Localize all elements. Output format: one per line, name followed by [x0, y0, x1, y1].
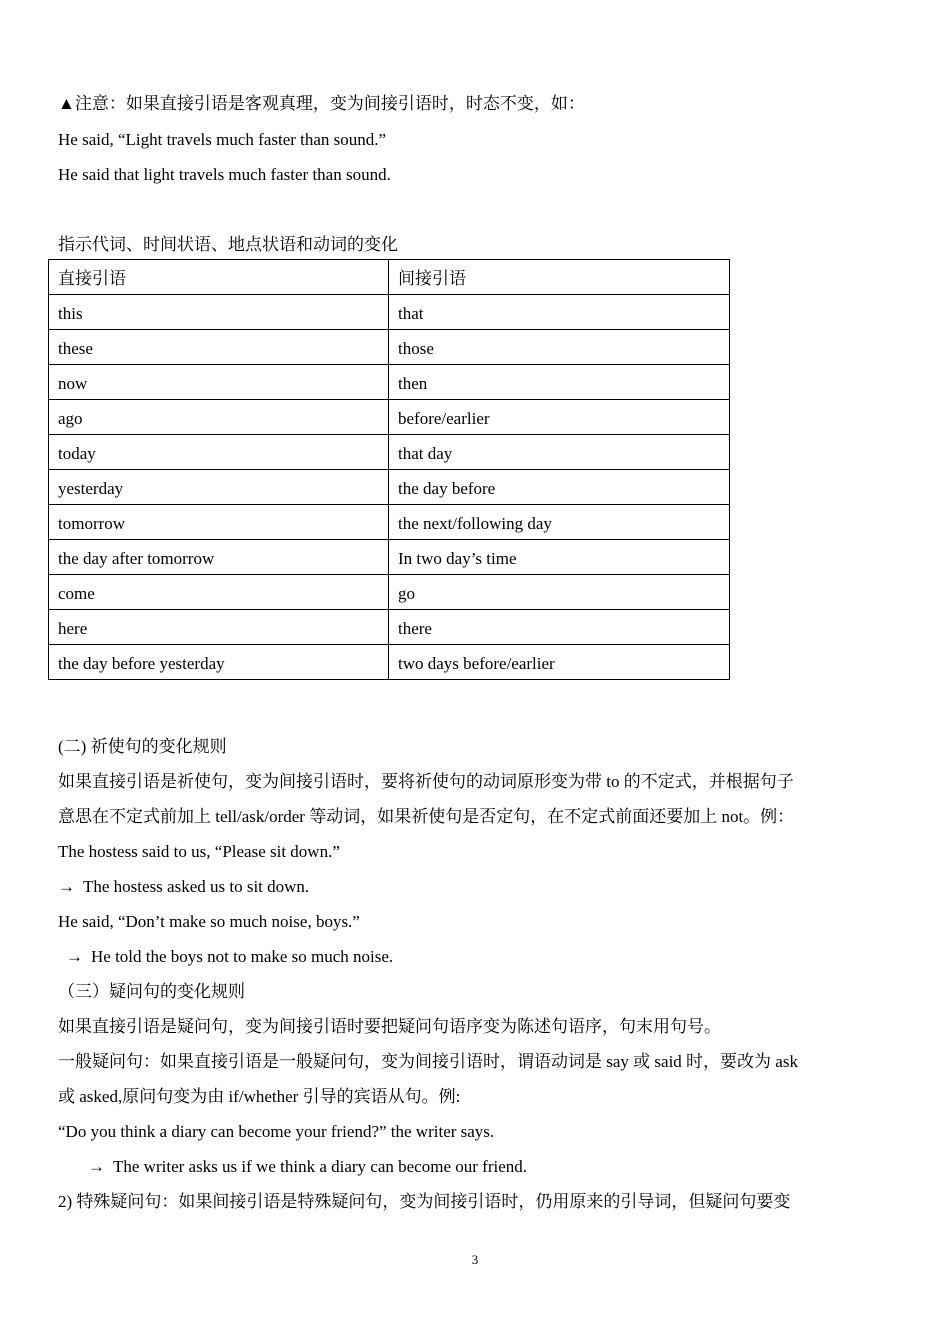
page-number: 3: [471, 1252, 479, 1267]
table-row: [49, 645, 730, 680]
section3-heading: （三）疑问句的变化规则: [58, 982, 245, 1001]
section2-example1-indirect: [58, 876, 309, 898]
table-row: [49, 330, 730, 365]
table-header-row: [49, 260, 730, 295]
section2-paragraph-line1: 如果直接引语是祈使句，变为间接引语时，要将祈使句的动词原形变为带 to 的不定式，并根据句子: [58, 772, 794, 791]
example-text: The writer asks us if we think a diary can become our friend.: [113, 1157, 527, 1176]
example-indirect-speech: He said that light travels much faster than sound.: [58, 165, 391, 184]
table-row: [49, 400, 730, 435]
cell-direct: these: [49, 330, 389, 365]
section3-example-direct: “Do you think a diary can become your friend?” the writer says.: [58, 1122, 495, 1141]
table-row: [49, 540, 730, 575]
cell-indirect: In two day’s time: [389, 540, 730, 575]
cell-direct: here: [49, 610, 389, 645]
cell-indirect: two days before/earlier: [389, 645, 730, 680]
cell-direct: now: [49, 365, 389, 400]
table-row: [49, 575, 730, 610]
cell-indirect: then: [389, 365, 730, 400]
table-row: [49, 505, 730, 540]
section3-paragraph: 如果直接引语是疑问句，变为间接引语时要把疑问句语序变为陈述句语序，句末用句号。: [58, 1017, 721, 1036]
cell-indirect: that: [389, 295, 730, 330]
table-row: [49, 470, 730, 505]
table-row: [49, 295, 730, 330]
example-text: He told the boys not to make so much noise.: [91, 947, 394, 966]
cell-indirect: go: [389, 575, 730, 610]
special-question-line1: 2) 特殊疑问句：如果间接引语是特殊疑问句，变为间接引语时，仍用原来的引导词，但疑问句要变: [58, 1192, 791, 1211]
example-direct-speech: He said, “Light travels much faster than sound.”: [58, 130, 387, 149]
header-direct: 直接引语: [49, 260, 389, 295]
arrow-icon: →: [58, 877, 75, 896]
cell-direct: this: [49, 295, 389, 330]
general-question-line1: 一般疑问句：如果直接引语是一般疑问句，变为间接引语时，谓语动词是 say 或 said 时，要改为 ask: [58, 1052, 798, 1071]
general-question-line2: 或 asked,原问句变为由 if/whether 引导的宾语从句。例:: [58, 1087, 461, 1106]
cell-indirect: the day before: [389, 470, 730, 505]
cell-direct: the day before yesterday: [49, 645, 389, 680]
conversion-table: [48, 259, 730, 680]
cell-direct: the day after tomorrow: [49, 540, 389, 575]
header-indirect: 间接引语: [389, 260, 730, 295]
section2-example2-indirect: [66, 946, 393, 968]
example-text: The hostess asked us to sit down.: [83, 877, 310, 896]
cell-indirect: before/earlier: [389, 400, 730, 435]
cell-direct: yesterday: [49, 470, 389, 505]
section3-example-indirect: [88, 1156, 527, 1178]
section2-example1-direct: The hostess said to us, “Please sit down.”: [58, 842, 340, 861]
cell-direct: tomorrow: [49, 505, 389, 540]
cell-direct: ago: [49, 400, 389, 435]
table-row: [49, 435, 730, 470]
arrow-icon: →: [66, 947, 83, 966]
cell-indirect: there: [389, 610, 730, 645]
cell-direct: come: [49, 575, 389, 610]
section2-paragraph-line2: 意思在不定式前加上 tell/ask/order 等动词，如果祈使句是否定句，在不定式前面还要加上 not。例：: [58, 807, 795, 826]
cell-indirect: those: [389, 330, 730, 365]
table-row: [49, 610, 730, 645]
cell-direct: today: [49, 435, 389, 470]
table-row: [49, 365, 730, 400]
cell-indirect: the next/following day: [389, 505, 730, 540]
arrow-icon: →: [88, 1157, 105, 1176]
section2-example2-direct: He said, “Don’t make so much noise, boys.”: [58, 912, 360, 931]
cell-indirect: that day: [389, 435, 730, 470]
note-title: ▲注意：如果直接引语是客观真理，变为间接引语时，时态不变，如：: [58, 94, 585, 113]
section2-heading: (二) 祈使句的变化规则: [58, 737, 227, 756]
table-caption: 指示代词、时间状语、地点状语和动词的变化: [58, 235, 398, 254]
